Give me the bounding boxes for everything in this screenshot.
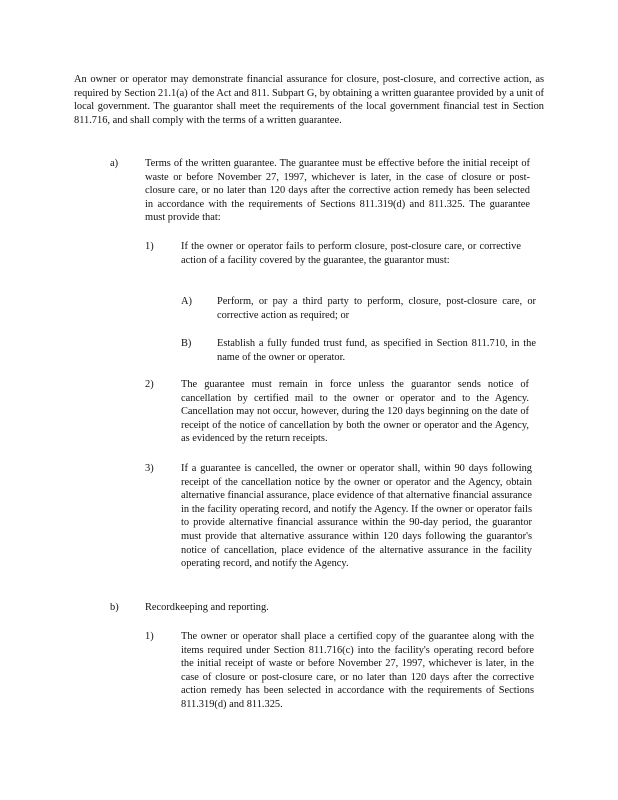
subitem-a1B-text: Establish a fully funded trust fund, as specified in Section 811.710, in the name of the owner or operator. xyxy=(217,338,536,363)
item-a3-text: If a guarantee is cancelled, the owner or operator shall, within 90 days following receipt of the cancellation notice by the owner or operator and the Agency, obtain alternative financial assurance, place evidence of that alternative financial assurance in the facility operating record, and notify the Agency. If the owner or operator fails to provide alternative financial assurance within the 90-day period, the guarantor must provide that alternative assurance within 120 days following the guarantor's notice of cancellation, place evidence of the alternative assurance in the facility operating record, and notify the Agency. xyxy=(181,463,532,570)
intro-paragraph: An owner or operator may demonstrate financial assurance for closure, post-closure, and corrective action, as required by Section 21.1(a) of the Act and 811. Subpart G, by obtaining a written guarantee provided by a unit of local government. The guarantor shall meet the requirements of the local government financial test in Section 811.716, and shall comply with the terms of a written guarantee. xyxy=(74,74,544,126)
section-a-label: a) xyxy=(110,158,119,169)
section-b-text: Recordkeeping and reporting. xyxy=(145,602,269,613)
item-a1-text: If the owner or operator fails to perform closure, post-closure care, or corrective action of a facility covered by the guarantee, the guarantor must: xyxy=(181,241,521,266)
section-b-label: b) xyxy=(110,602,119,613)
section-a-text: Terms of the written guarantee. The guarantee must be effective before the initial receipt of waste or before November 27, 1997, whichever is later, in the case of closure or post-closure care, or no later than 120 days after the corrective action remedy has been selected in accordance with the requirements of Sections 811.319(d) and 811.325. The guarantee must provide that: xyxy=(145,158,530,224)
subitem-a1B-label: B) xyxy=(181,338,192,349)
subitem-a1A-text: Perform, or pay a third party to perform, closure, post-closure care, or corrective action as required; or xyxy=(217,296,536,321)
item-b1-text: The owner or operator shall place a certified copy of the guarantee along with the items required under Section 811.716(c) into the facility's operating record before the initial receipt of waste or before November 27, 1997, whichever is later, in the case of closure or post-closure care, or no later than 120 days after the corrective action remedy has been selected in accordance with the requirements of Sections 811.319(d) and 811.325. xyxy=(181,631,534,710)
item-b1-label: 1) xyxy=(145,631,154,642)
item-a2-label: 2) xyxy=(145,379,154,390)
subitem-a1A-label: A) xyxy=(181,296,192,307)
item-a1-label: 1) xyxy=(145,241,154,252)
item-a3-label: 3) xyxy=(145,463,154,474)
item-a2-text: The guarantee must remain in force unless the guarantor sends notice of cancellation by certified mail to the owner or operator and to the Agency. Cancellation may not occur, however, during the 120 days beginning on the date of receipt of the notice of cancellation by both the owner or operator and the Agency, as evidenced by the return receipts. xyxy=(181,379,529,445)
